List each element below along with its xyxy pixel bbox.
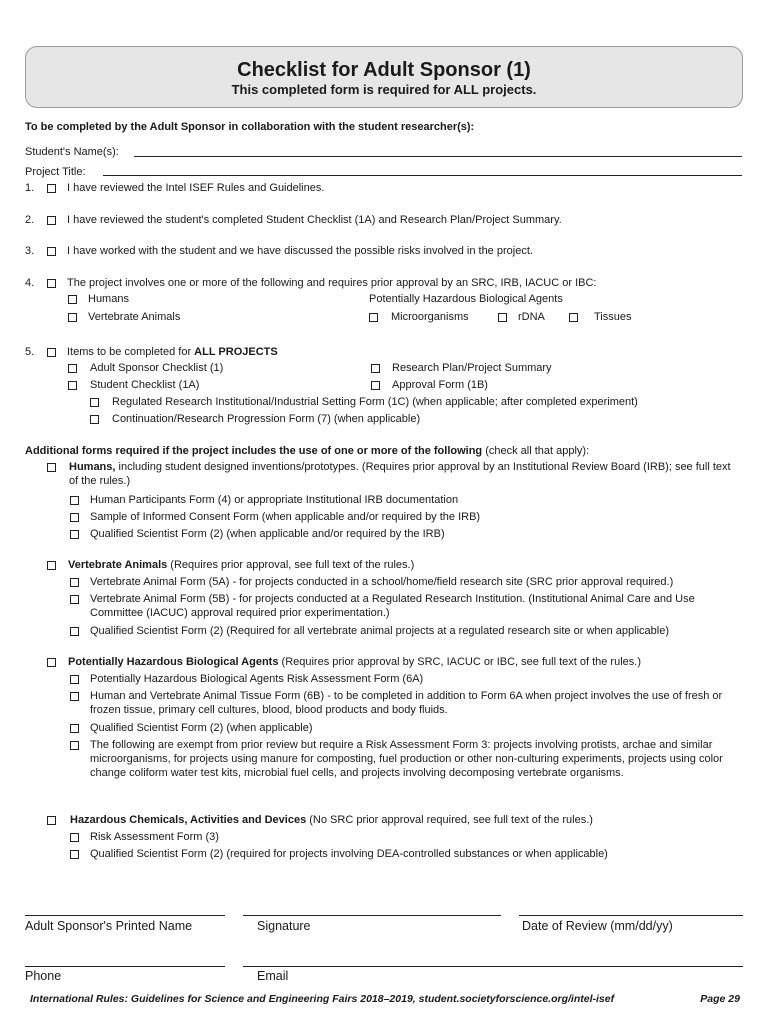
item-1-text: I have reviewed the Intel ISEF Rules and Guidelines. — [67, 182, 325, 194]
checkbox-item-1[interactable] — [47, 184, 56, 193]
va-5a-label: Vertebrate Animal Form (5A) - for projects conducted in a school/home/field research site (SRC prior approval required.) — [90, 576, 674, 588]
checkbox-item-4[interactable] — [47, 279, 56, 288]
signature-label: Signature — [257, 919, 311, 933]
checkbox-qs-humans[interactable] — [70, 530, 79, 539]
checkbox-add-phba[interactable] — [47, 658, 56, 667]
item-number: 2. — [25, 214, 35, 226]
informed-consent-label: Sample of Informed Consent Form (when applicable and/or required by the IRB) — [90, 511, 481, 523]
item-4-text: The project involves one or more of the following and requires prior approval by an SRC, IRB, IACUC or IBC: — [67, 277, 597, 289]
signature-input[interactable] — [243, 915, 501, 916]
exempt-label: The following are exempt from prior review but require a Risk Assessment Form 3: projects involving protists, archae and similar microorganisms, for projects using manure for composting, fuel production or other non-culturing experiments, projects using color change coliform water test kits, microbial fuel cells, and projects involving decomposing vertebrate organisms. — [90, 739, 723, 779]
additional-forms-heading: Additional forms required if the project includes the use of one or more of the following (check all that apply): — [25, 445, 590, 457]
qs-hazardous-label: Qualified Scientist Form (2) (required for projects involving DEA-controlled substances or when applicable) — [90, 848, 608, 860]
microorganisms-label: Microorganisms — [391, 311, 469, 323]
project-title-label: Project Title: — [25, 166, 86, 178]
checkbox-va-5b[interactable] — [70, 595, 79, 604]
phone-input[interactable] — [25, 966, 225, 967]
checkbox-regulated-research[interactable] — [90, 398, 99, 407]
checkbox-rdna[interactable] — [498, 313, 507, 322]
checkbox-risk-assessment[interactable] — [70, 833, 79, 842]
item-number: 3. — [25, 245, 35, 257]
form-title: Checklist for Adult Sponsor (1) — [237, 59, 531, 81]
form-subtitle: This completed form is required for ALL projects. — [231, 82, 537, 97]
phba-6a-label: Potentially Hazardous Biological Agents Risk Assessment Form (6A) — [90, 673, 424, 685]
date-of-review-label: Date of Review (mm/dd/yy) — [522, 919, 673, 933]
checkbox-qs-vertebrate[interactable] — [70, 627, 79, 636]
add-hazardous-text: Hazardous Chemicals, Activities and Devices (No SRC prior approval required, see full text of the rules.) — [70, 814, 593, 826]
checkbox-qs-hazardous[interactable] — [70, 850, 79, 859]
add-vertebrate-text: Vertebrate Animals (Requires prior approval, see full text of the rules.) — [68, 559, 415, 571]
checkbox-add-hazardous[interactable] — [47, 816, 56, 825]
research-plan-label: Research Plan/Project Summary — [392, 362, 552, 374]
checkbox-add-humans[interactable] — [47, 463, 56, 472]
checkbox-human-participants[interactable] — [70, 496, 79, 505]
item-number: 5. — [25, 346, 35, 358]
checkbox-item-3[interactable] — [47, 247, 56, 256]
checkbox-phba-6a[interactable] — [70, 675, 79, 684]
tissue-6b-label: Human and Vertebrate Animal Tissue Form (6B) - to be completed in addition to Form 6A when project involves the use of fresh or frozen tissue, primary cell cultures, blood, blood products and body fluids. — [90, 690, 723, 716]
qs-vertebrate-label: Qualified Scientist Form (2) (Required for all vertebrate animal projects at a regulated research site or when applicable) — [90, 625, 669, 637]
phone-label: Phone — [25, 969, 62, 983]
intro-text: To be completed by the Adult Sponsor in collaboration with the student researcher(s): — [25, 121, 475, 133]
rdna-label: rDNA — [518, 311, 545, 323]
email-label: Email — [257, 969, 289, 983]
date-of-review-input[interactable] — [519, 915, 743, 916]
item-5-text: Items to be completed for ALL PROJECTS — [67, 346, 278, 358]
item-3-text: I have worked with the student and we have discussed the possible risks involved in the project. — [67, 245, 533, 257]
student-checklist-label: Student Checklist (1A) — [90, 379, 200, 391]
checkbox-tissue-6b[interactable] — [70, 692, 79, 701]
checkbox-qs-phba[interactable] — [70, 724, 79, 733]
checkbox-microorganisms[interactable] — [369, 313, 378, 322]
phba-label: Potentially Hazardous Biological Agents — [369, 293, 563, 305]
add-humans-text: Humans, including student designed inventions/prototypes. (Requires prior approval by an Institutional Review Board (IRB); see full text of the rules.) — [69, 461, 731, 487]
checkbox-item-2[interactable] — [47, 216, 56, 225]
checkbox-tissues[interactable] — [569, 313, 578, 322]
page-number: Page 29 — [700, 993, 740, 1005]
va-5b-label: Vertebrate Animal Form (5B) - for projects conducted at a Regulated Research Institution. (Institutional Animal Care and Use Committee (IACUC) approval required prior experimentation.) — [90, 593, 695, 619]
checkbox-exempt[interactable] — [70, 741, 79, 750]
human-participants-label: Human Participants Form (4) or appropriate Institutional IRB documentation — [90, 494, 459, 506]
checkbox-add-vertebrate[interactable] — [47, 561, 56, 570]
vertebrate-animals-label: Vertebrate Animals — [88, 311, 181, 323]
qs-phba-label: Qualified Scientist Form (2) (when applicable) — [90, 722, 313, 734]
checkbox-item-5[interactable] — [47, 348, 56, 357]
humans-label: Humans — [88, 293, 129, 305]
checkbox-vertebrate-animals[interactable] — [68, 313, 77, 322]
checkbox-adult-sponsor-checklist[interactable] — [68, 364, 77, 373]
item-2-text: I have reviewed the student's completed Student Checklist (1A) and Research Plan/Project Summary. — [67, 214, 562, 226]
footer-text: International Rules: Guidelines for Science and Engineering Fairs 2018–2019, student.societyforscience.org/intel-isef — [30, 993, 615, 1005]
checkbox-va-5a[interactable] — [70, 578, 79, 587]
page-footer — [30, 993, 740, 1005]
printed-name-input[interactable] — [25, 915, 225, 916]
tissues-label: Tissues — [594, 311, 632, 323]
checkbox-student-checklist[interactable] — [68, 381, 77, 390]
approval-form-label: Approval Form (1B) — [392, 379, 488, 391]
checkbox-informed-consent[interactable] — [70, 513, 79, 522]
checkbox-approval-form[interactable] — [371, 381, 380, 390]
students-name-label: Student's Name(s): — [25, 146, 119, 158]
form-header — [25, 46, 743, 108]
adult-sponsor-checklist-label: Adult Sponsor Checklist (1) — [90, 362, 224, 374]
item-number: 4. — [25, 277, 35, 289]
add-phba-text: Potentially Hazardous Biological Agents (Requires prior approval by SRC, IACUC or IBC, see full text of the rules.) — [68, 656, 641, 668]
item-number: 1. — [25, 182, 35, 194]
email-input[interactable] — [243, 966, 743, 967]
checkbox-research-plan[interactable] — [371, 364, 380, 373]
regulated-research-label: Regulated Research Institutional/Industrial Setting Form (1C) (when applicable; after completed experiment) — [112, 396, 638, 408]
risk-assessment-label: Risk Assessment Form (3) — [90, 831, 219, 843]
continuation-label: Continuation/Research Progression Form (7) (when applicable) — [112, 413, 421, 425]
students-name-input[interactable] — [134, 156, 742, 157]
checkbox-continuation[interactable] — [90, 415, 99, 424]
qs-humans-label: Qualified Scientist Form (2) (when applicable and/or required by the IRB) — [90, 528, 445, 540]
checkbox-humans[interactable] — [68, 295, 77, 304]
printed-name-label: Adult Sponsor's Printed Name — [25, 919, 193, 933]
project-title-input[interactable] — [103, 175, 742, 176]
